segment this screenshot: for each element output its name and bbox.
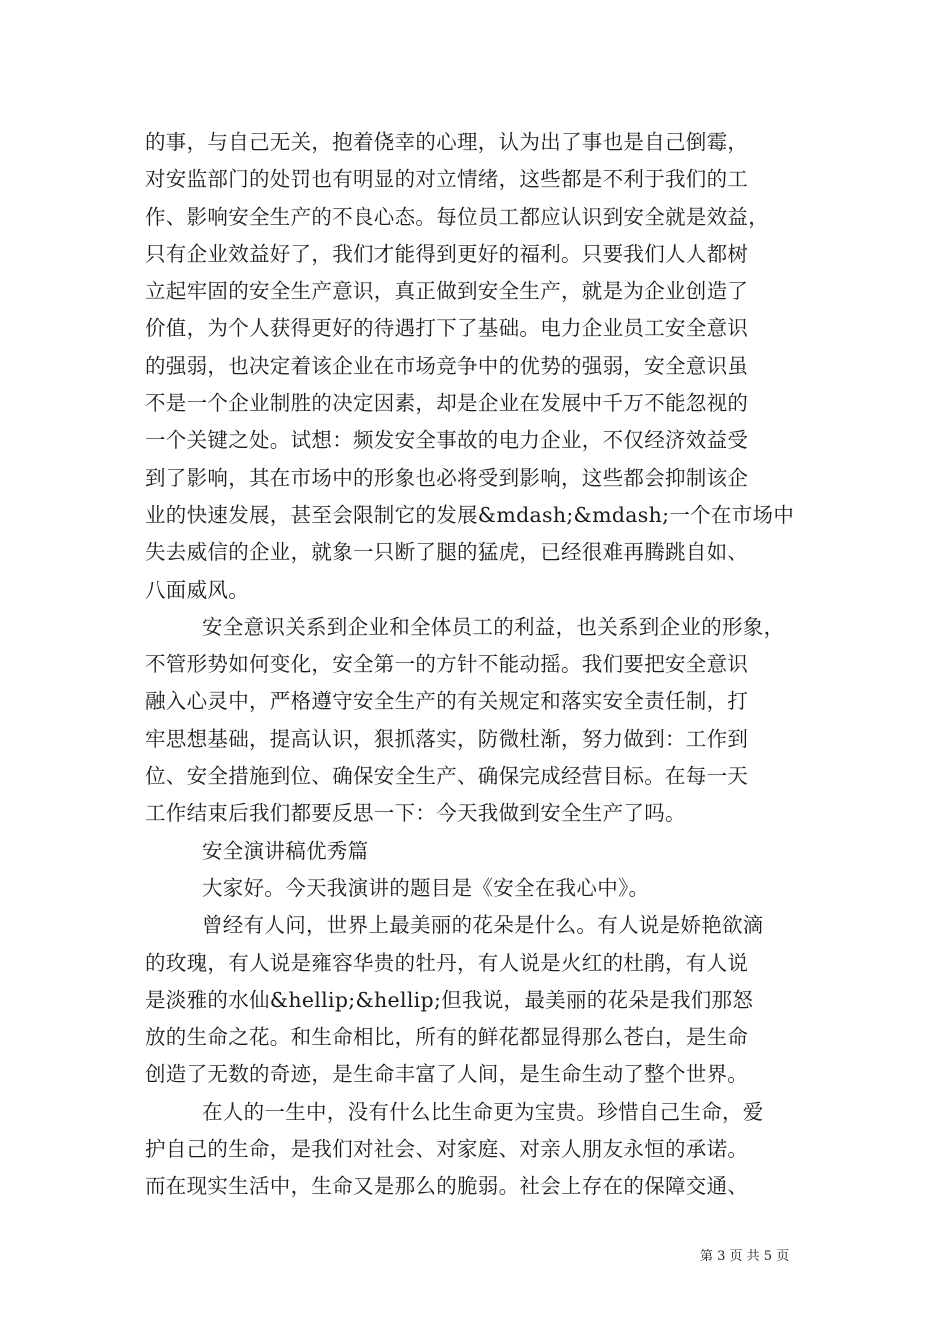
text-line: 位、安全措施到位、确保安全生产、确保完成经营目标。在每一天 — [145, 764, 749, 789]
text-line: 到了影响，其在市场中的形象也必将受到影响，这些都会抑制该企 — [145, 465, 749, 490]
page-number: 第 3 页 共 5 页 — [700, 1249, 790, 1264]
text-line: 业的快速发展，甚至会限制它的发展&mdash;&mdash;一个在市场中 — [145, 502, 795, 527]
text-line: 融入心灵中，严格遵守安全生产的有关规定和落实安全责任制，打 — [145, 689, 749, 714]
text-line: 对安监部门的处罚也有明显的对立情绪，这些都是不利于我们的工 — [145, 167, 749, 192]
text-line: 作、影响安全生产的不良心态。每位员工都应认识到安全就是效益， — [145, 204, 769, 229]
text-line: 工作结束后我们都要反思一下：今天我做到安全生产了吗。 — [145, 801, 686, 826]
text-line: 创造了无数的奇迹，是生命丰富了人间，是生命生动了整个世界。 — [145, 1062, 749, 1087]
text-line: 八面威风。 — [145, 577, 249, 602]
text-line: 而在现实生活中，生命又是那么的脆弱。社会上存在的保障交通、 — [145, 1174, 749, 1199]
document-body — [145, 124, 815, 1206]
text-line: 放的生命之花。和生命相比，所有的鲜花都显得那么苍白，是生命 — [145, 1025, 749, 1050]
text-line: 的强弱，也决定着该企业在市场竞争中的优势的强弱，安全意识虽 — [145, 353, 749, 378]
text-line: 不管形势如何变化，安全第一的方针不能动摇。我们要把安全意识 — [145, 652, 749, 677]
paragraph-start-line: 安全意识关系到企业和全体员工的利益，也关系到企业的形象， — [202, 614, 785, 639]
text-line: 护自己的生命，是我们对社会、对家庭、对亲人朋友永恒的承诺。 — [145, 1137, 749, 1162]
text-line: 立起牢固的安全生产意识，真正做到安全生产，就是为企业创造了 — [145, 279, 749, 304]
paragraph-start-line: 曾经有人问，世界上最美丽的花朵是什么。有人说是娇艳欲滴 — [202, 913, 764, 938]
paragraph-start-line: 大家好。今天我演讲的题目是《安全在我心中》。 — [202, 875, 650, 900]
text-line: 不是一个企业制胜的决定因素，却是企业在发展中千万不能忽视的 — [145, 391, 749, 416]
text-line: 的事，与自己无关，抱着侥幸的心理，认为出了事也是自己倒霉， — [145, 130, 749, 154]
text-line: 牢思想基础，提高认识，狠抓落实，防微杜渐，努力做到：工作到 — [145, 726, 749, 751]
text-line: 是淡雅的水仙&hellip;&hellip;但我说，最美丽的花朵是我们那怒 — [145, 987, 754, 1012]
paragraph-start-line: 在人的一生中，没有什么比生命更为宝贵。珍惜自己生命，爱 — [202, 1099, 764, 1124]
text-line: 只有企业效益好了，我们才能得到更好的福利。只要我们人人都树 — [145, 241, 749, 266]
section-heading: 安全演讲稿优秀篇 — [202, 838, 369, 863]
text-line: 失去威信的企业，就象一只断了腿的猛虎，已经很难再腾跳自如、 — [145, 540, 749, 565]
text-line: 的玫瑰，有人说是雍容华贵的牡丹，有人说是火红的杜鹃，有人说 — [145, 950, 749, 975]
text-line: 一个关键之处。试想：频发安全事故的电力企业，不仅经济效益受 — [145, 428, 749, 453]
text-line: 价值，为个人获得更好的待遇打下了基础。电力企业员工安全意识 — [145, 316, 749, 341]
